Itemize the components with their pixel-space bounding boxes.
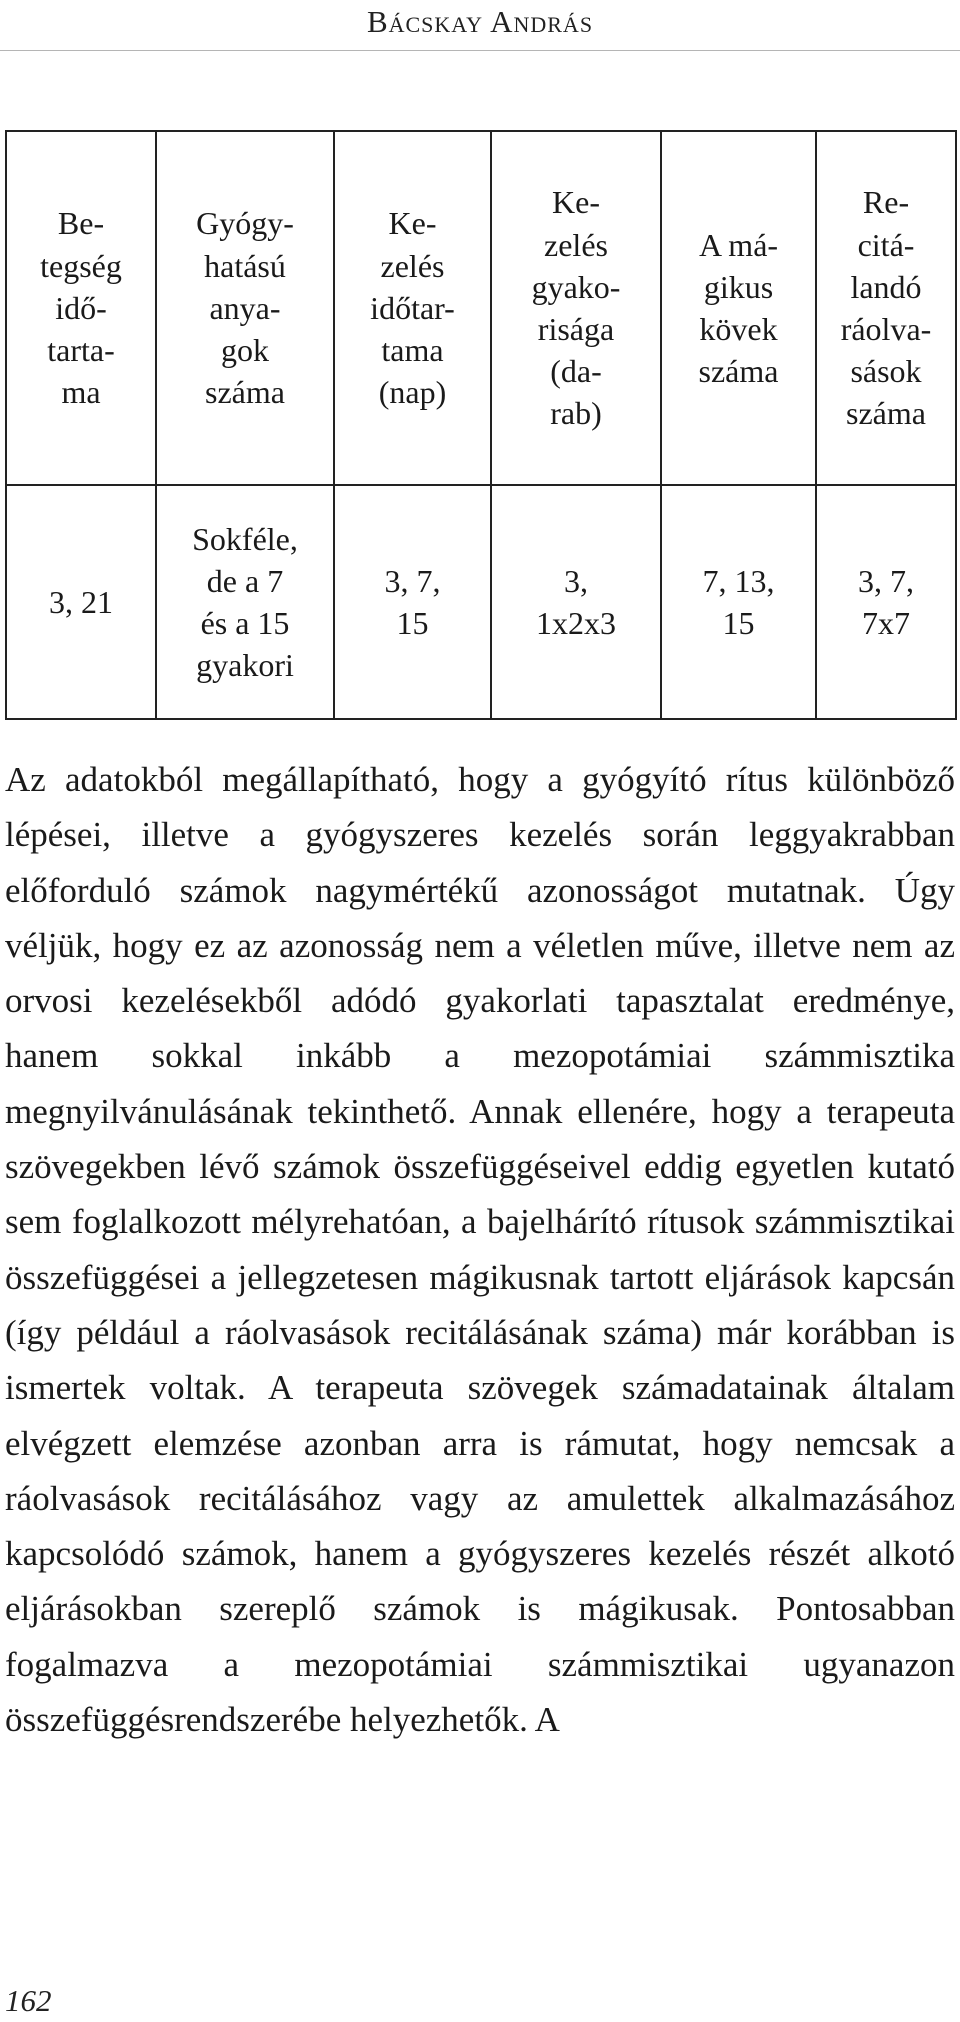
table-header-row [6,131,956,485]
value-cell-disease-duration: 3, 21 [6,485,156,719]
numbers-table [5,130,957,720]
header-cell-treatment-duration: Ke- zelés időtar- tama (nap) [334,131,491,485]
value-cell-medicinal-substances: Sokféle, de a 7 és a 15 gyakori [156,485,334,719]
value-cell-treatment-frequency: 3, 1x2x3 [491,485,661,719]
header-cell-treatment-frequency: Ke- zelés gyako- risága (da- rab) [491,131,661,485]
page-number: 162 [5,1983,52,2018]
body-paragraph: Az adatokból megállapítható, hogy a gyógyító rítus különböző lépései, illetve a gyógyszeres kezelés során leggyakrabban előforduló számok nagymértékű azonosságot mutatnak. Úgy véljük, hogy ez az azonosság nem a véletlen műve, illetve nem az orvosi kezelésekből adódó gyakorlati tapasztalat eredménye, hanem sokkal inkább a mezopotámiai számmisztika megnyilvánulásának tekinthető. Annak ellenére, hogy a terapeuta szövegekben lévő számok összefüggéseivel eddig egyetlen kutató sem foglalkozott mélyrehatóan, a bajelhárító rítusok számmisztikai összefüggései a jellegzetesen mágikusnak tartott eljárások kapcsán (így például a ráolvasások recitálásának száma) már korábban is ismertek voltak. A terapeuta szövegek számadatainak általam elvégzett elemzése azonban arra is rámutat, hogy nemcsak a ráolvasások recitálásához vagy az amulettek alkalmazásához kapcsolódó számok, hanem a gyógyszeres kezelés részét alkotó eljárásokban szereplő számok is mágikusak. Pontosabban fogalmazva a mezopotámiai számmisztikai ugyanazon összefüggésrendszerébe helyezhetők. A [5,760,955,1740]
value-cell-incantations: 3, 7, 7x7 [816,485,956,719]
table-row [6,485,956,719]
header-cell-incantations: Re- citá- landó ráolva- sások száma [816,131,956,485]
value-cell-treatment-duration: 3, 7, 15 [334,485,491,719]
value-cell-magic-stones: 7, 13, 15 [661,485,816,719]
header-cell-magic-stones: A má- gikus kövek száma [661,131,816,485]
running-header: Bácskay András [366,4,594,39]
header-cell-medicinal-substances: Gyógy- hatású anya- gok száma [156,131,334,485]
header-cell-disease-duration: Be- tegség idő- tarta- ma [6,131,156,485]
header-divider [0,50,960,51]
